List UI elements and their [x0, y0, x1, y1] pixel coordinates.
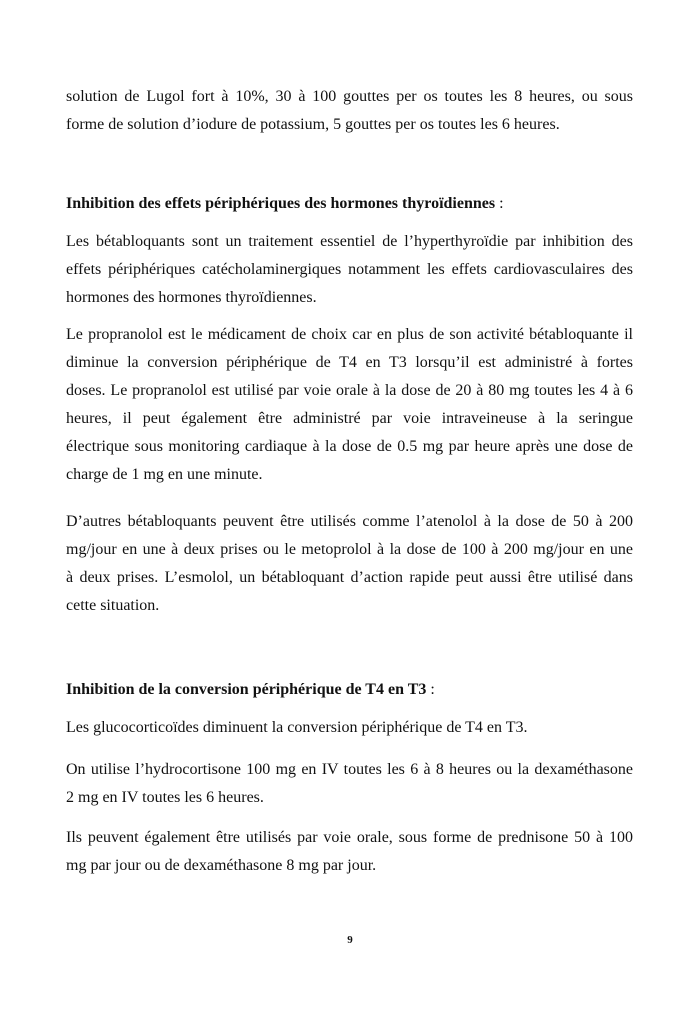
- text-line: D’autres bétabloquants peuvent être utilisés comme l’atenolol à la dose de 50 à 200: [66, 513, 633, 530]
- text-line: Les bétabloquants sont un traitement essentiel de l’hyperthyroïdie par inhibition des: [66, 233, 633, 250]
- paragraph-oral-route: [66, 824, 633, 880]
- paragraph-propranolol: [66, 321, 633, 489]
- section-heading-peripheral-effects: [66, 190, 504, 218]
- heading-suffix: :: [426, 681, 435, 698]
- text-line: Ils peuvent également être utilisés par voie orale, sous forme de prednisone 50 à 100: [66, 829, 633, 846]
- text-line: mg/jour en une à deux prises ou le metoprolol à la dose de 100 à 200 mg/jour en une: [66, 541, 633, 558]
- text-line: mg par jour ou de dexaméthasone 8 mg par jour.: [66, 857, 377, 874]
- text-line: heures, il peut également être administré par voie intraveineuse à la seringue: [66, 410, 633, 427]
- text-line: effets périphériques catécholaminergiques notamment les effets cardiovasculaires des: [66, 261, 633, 278]
- heading-title: Inhibition des effets périphériques des hormones thyroïdiennes: [66, 195, 496, 212]
- text-line: diminue la conversion périphérique de T4 en T3 lorsqu’il est administré à fortes: [66, 354, 633, 371]
- text-line: solution de Lugol fort à 10%, 30 à 100 gouttes per os toutes les 8 heures, ou sous: [66, 88, 633, 105]
- text-line: doses. Le propranolol est utilisé par voie orale à la dose de 20 à 80 mg toutes les 4 à 6: [66, 382, 633, 399]
- text-line: charge de 1 mg en une minute.: [66, 466, 263, 483]
- text-line: hormones des hormones thyroïdiennes.: [66, 289, 317, 306]
- paragraph-lugol: [66, 83, 633, 139]
- text-line: On utilise l’hydrocortisone 100 mg en IV toutes les 6 à 8 heures ou la dexaméthasone: [66, 761, 633, 778]
- text-line: Les glucocorticoïdes diminuent la conversion périphérique de T4 en T3.: [66, 719, 528, 736]
- paragraph-glucocorticoids: [66, 714, 633, 742]
- paragraph-hydrocortisone: [66, 756, 633, 812]
- text-line: 2 mg en IV toutes les 6 heures.: [66, 789, 264, 806]
- text-line: à deux prises. L’esmolol, un bétabloquant d’action rapide peut aussi être utilisé dans: [66, 569, 633, 586]
- text-line: forme de solution d’iodure de potassium, 5 gouttes per os toutes les 6 heures.: [66, 116, 560, 133]
- text-line: cette situation.: [66, 597, 160, 614]
- section-heading-t4-t3-conversion: [66, 676, 435, 704]
- paragraph-other-betablockers: [66, 508, 633, 620]
- heading-suffix: :: [495, 195, 504, 212]
- text-line: électrique sous monitoring cardiaque à la dose de 0.5 mg par heure après une dose de: [66, 438, 633, 455]
- heading-title: Inhibition de la conversion périphérique de T4 en T3: [66, 681, 427, 698]
- page-number: 9: [347, 934, 353, 946]
- paragraph-betabloquants: [66, 228, 633, 312]
- text-line: Le propranolol est le médicament de choix car en plus de son activité bétabloquante il: [66, 326, 633, 343]
